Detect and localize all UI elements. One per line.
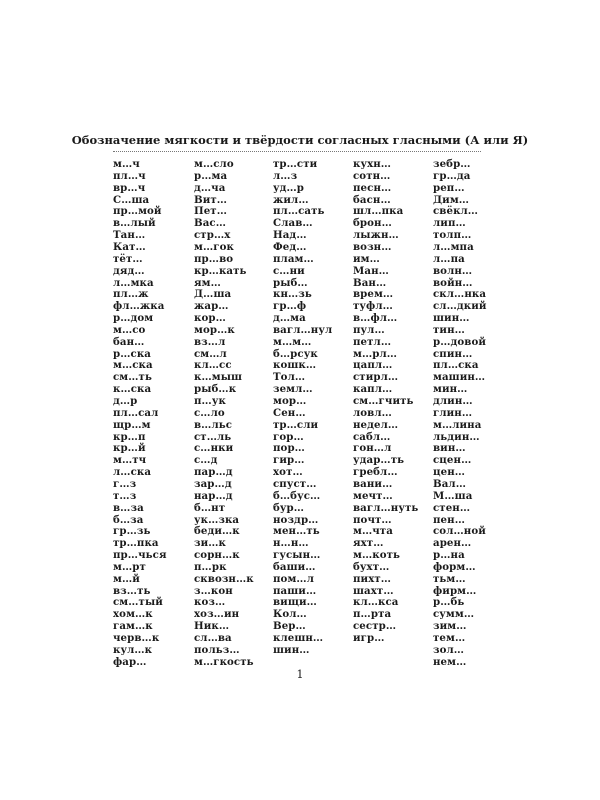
word-item: зол…: [433, 643, 465, 656]
word-item: рыб…: [273, 276, 308, 289]
word-item: м…тч: [113, 454, 147, 467]
word-item: г…з: [113, 477, 137, 490]
word-item: Над…: [273, 229, 307, 242]
word-item: яхт…: [353, 537, 384, 550]
word-item: р…ска: [113, 347, 151, 360]
word-item: пл…ска: [433, 359, 479, 372]
word-item: сол…ной: [433, 525, 486, 538]
word-item: пом…л: [273, 572, 314, 585]
word-item: пул…: [353, 323, 385, 336]
word-item: к…мыш: [194, 371, 243, 384]
word-item: см…л: [194, 347, 227, 360]
word-item: гр…зь: [113, 525, 151, 538]
word-item: волн…: [433, 264, 473, 277]
word-item: т…з: [113, 489, 137, 502]
word-item: Вал…: [433, 477, 466, 490]
word-item: удар…ть: [353, 454, 405, 467]
word-item: жар…: [194, 300, 229, 313]
word-item: Ник…: [194, 620, 230, 633]
word-item: бан…: [113, 335, 145, 348]
word-item: шл…пка: [353, 205, 404, 218]
word-item: стен…: [433, 501, 471, 514]
word-item: тр…сти: [273, 158, 318, 170]
word-item: н…н…: [273, 537, 309, 550]
word-item: см…гчить: [353, 395, 414, 407]
word-item: сл…дкий: [433, 300, 487, 313]
word-item: игр…: [353, 632, 385, 644]
word-item: возн…: [353, 240, 392, 253]
word-item: ст…ль: [194, 430, 232, 443]
word-item: туфл…: [353, 300, 393, 313]
word-item: хом…к: [113, 608, 153, 621]
word-item: коз…: [194, 596, 226, 609]
word-item: сцен…: [433, 454, 472, 467]
word-item: вр…ч: [113, 181, 146, 194]
word-item: м…сло: [194, 158, 234, 170]
word-item: черв…к: [113, 632, 160, 644]
word-item: гребл…: [353, 466, 398, 479]
word-item: л…ска: [113, 466, 152, 479]
word-item: гусын…: [273, 549, 321, 562]
word-item: клешн…: [273, 632, 324, 644]
word-item: вин…: [433, 442, 466, 455]
word-item: зебр…: [433, 158, 471, 170]
word-item: вищи…: [273, 596, 317, 609]
word-item: пар…д: [194, 466, 233, 479]
word-item: кл…кса: [353, 596, 399, 609]
word-item: л…мка: [113, 276, 154, 289]
word-item: м…коть: [353, 549, 401, 562]
word-item: к…ска: [113, 383, 152, 396]
word-item: шин…: [273, 643, 310, 656]
word-item: мор…: [273, 395, 307, 407]
word-item: уд…р: [273, 181, 305, 194]
word-item: мин…: [433, 383, 468, 396]
word-item: м…гок: [194, 240, 234, 253]
word-item: з…кон: [194, 584, 233, 597]
word-item: м…лина: [433, 418, 482, 431]
word-item: с…нки: [194, 442, 234, 455]
word-item: м…ч: [113, 158, 140, 170]
word-item: Вит…: [194, 193, 228, 206]
word-item: фар…: [113, 655, 147, 668]
word-item: фирм…: [433, 584, 477, 597]
word-item: Кол…: [273, 608, 307, 621]
word-item: кор…: [194, 312, 226, 325]
word-item: фл…жка: [113, 300, 165, 313]
word-item: Ван…: [353, 276, 387, 289]
word-item: сотн…: [353, 169, 391, 182]
word-item: л…па: [433, 252, 465, 265]
word-item: брон…: [353, 217, 392, 230]
word-item: р…на: [433, 549, 465, 562]
word-item: тин…: [433, 323, 465, 336]
word-item: м…чта: [353, 525, 393, 538]
word-item: шахт…: [353, 584, 394, 597]
word-item: Тан…: [113, 229, 146, 242]
word-item: м…рт: [113, 560, 146, 573]
word-item: д…ма: [273, 312, 306, 325]
word-item: д…р: [113, 395, 138, 407]
word-item: кн…зь: [273, 288, 312, 301]
word-item: пл…ж: [113, 288, 149, 301]
word-item: Тол…: [273, 371, 306, 384]
word-item: м…со: [113, 323, 146, 336]
word-item: С…ша: [113, 193, 150, 206]
word-item: б…бус…: [273, 489, 321, 502]
word-item: арен…: [433, 537, 472, 550]
word-item: ям…: [194, 276, 221, 289]
word-item: б…нт: [194, 501, 226, 514]
word-item: р…ма: [194, 169, 228, 182]
word-item: тёт…: [113, 252, 143, 265]
word-item: сквозн…к: [194, 572, 254, 585]
word-item: скл…нка: [433, 288, 487, 301]
title-divider: [113, 151, 481, 152]
word-item: кошк…: [273, 359, 317, 372]
word-item: стр…х: [194, 229, 231, 242]
word-item: щр…м: [113, 418, 151, 431]
word-item: п…ук: [194, 395, 226, 407]
word-item: льдин…: [433, 430, 480, 443]
word-item: м…м…: [273, 335, 312, 348]
word-item: гам…к: [113, 620, 153, 633]
word-item: петл…: [353, 335, 392, 348]
word-item: хоз…ин: [194, 608, 240, 621]
word-item: сорн…к: [194, 549, 240, 562]
word-item: пор…: [273, 442, 305, 455]
word-item: м…й: [113, 572, 140, 585]
word-item: Кат…: [113, 240, 146, 253]
word-item: пен…: [433, 513, 465, 526]
word-item: м…гкость: [194, 655, 254, 668]
word-item: вз…л: [194, 335, 226, 348]
word-item: рыб…к: [194, 383, 237, 396]
word-item: п…рта: [353, 608, 392, 621]
word-item: глин…: [433, 406, 473, 419]
word-item: почт…: [353, 513, 392, 526]
word-item: плам…: [273, 252, 314, 265]
word-item: пл…сал: [113, 406, 159, 419]
word-item: баши…: [273, 560, 316, 573]
word-item: машин…: [433, 371, 486, 384]
word-item: пр…чься: [113, 549, 167, 562]
word-item: в…лый: [113, 217, 156, 230]
word-item: врем…: [353, 288, 394, 301]
word-item: р…довой: [433, 335, 487, 348]
word-item: Вас…: [194, 217, 227, 230]
word-item: гон…л: [353, 442, 392, 455]
word-item: беди…к: [194, 525, 240, 538]
word-item: войн…: [433, 276, 473, 289]
word-item: л…з: [273, 169, 298, 182]
word-item: в…фл…: [353, 312, 398, 325]
word-item: мен…ть: [273, 525, 320, 538]
word-item: лыжн…: [353, 229, 399, 242]
word-item: ловл…: [353, 406, 392, 419]
word-item: сумм…: [433, 608, 475, 621]
word-item: земл…: [273, 383, 313, 396]
word-item: пл…ч: [113, 169, 146, 182]
word-item: дяд…: [113, 264, 145, 277]
word-item: пихт…: [353, 572, 392, 585]
word-item: мор…к: [194, 323, 235, 336]
word-item: сабл…: [353, 430, 391, 443]
word-item: стирл…: [353, 371, 399, 384]
word-item: ноздр…: [273, 513, 319, 526]
word-item: Дим…: [433, 193, 470, 206]
word-item: нар…д: [194, 489, 233, 502]
word-item: Слав…: [273, 217, 313, 230]
word-item: кл…сс: [194, 359, 232, 372]
word-item: сл…ва: [194, 632, 232, 644]
word-item: длин…: [433, 395, 473, 407]
word-item: хот…: [273, 466, 303, 479]
word-item: ук…зка: [194, 513, 240, 526]
word-item: гр…ф: [273, 300, 307, 313]
word-item: м…рл…: [353, 347, 398, 360]
word-item: басн…: [353, 193, 391, 206]
word-item: зим…: [433, 620, 467, 633]
word-item: р…бь: [433, 596, 465, 609]
word-item: свёкл…: [433, 205, 479, 218]
word-item: цен…: [433, 466, 466, 479]
word-item: с…д: [194, 454, 218, 467]
word-item: п…рк: [194, 560, 227, 573]
word-item: польз…: [194, 643, 240, 656]
word-item: д…ча: [194, 181, 226, 194]
word-item: недел…: [353, 418, 399, 431]
word-item: реп…: [433, 181, 465, 194]
word-item: б…рсук: [273, 347, 318, 360]
word-item: в…льс: [194, 418, 233, 431]
word-item: л…мпа: [433, 240, 474, 253]
word-item: паши…: [273, 584, 317, 597]
word-item: б…за: [113, 513, 144, 526]
word-item: см…ть: [113, 371, 152, 384]
word-item: форм…: [433, 560, 476, 573]
word-item: зи…к: [194, 537, 227, 550]
word-item: кр…й: [113, 442, 146, 455]
word-item: Вер…: [273, 620, 306, 633]
word-item: жил…: [273, 193, 309, 206]
word-item: песн…: [353, 181, 392, 194]
word-item: кр…п: [113, 430, 146, 443]
word-item: лип…: [433, 217, 466, 230]
word-item: пр…мой: [113, 205, 162, 218]
word-item: пл…сать: [273, 205, 325, 218]
word-item: сестр…: [353, 620, 397, 633]
word-item: см…тый: [113, 596, 163, 609]
word-item: Ман…: [353, 264, 389, 277]
word-item: с…ни: [273, 264, 305, 277]
word-item: М…ша: [433, 489, 473, 502]
word-item: бухт…: [353, 560, 390, 573]
word-item: кул…к: [113, 643, 153, 656]
word-item: тр…пка: [113, 537, 159, 550]
word-item: вагл…нул: [273, 323, 333, 336]
word-item: вз…ть: [113, 584, 151, 597]
word-item: Пет…: [194, 205, 228, 218]
word-item: с…ло: [194, 406, 225, 419]
word-item: спуст…: [273, 477, 317, 490]
word-item: капл…: [353, 383, 393, 396]
word-item: гр…да: [433, 169, 471, 182]
word-item: гор…: [273, 430, 304, 443]
word-item: зар…д: [194, 477, 232, 490]
word-item: вани…: [353, 477, 393, 490]
word-item: гир…: [273, 454, 305, 467]
word-item: нем…: [433, 655, 467, 668]
word-item: Фед…: [273, 240, 307, 253]
word-item: толп…: [433, 229, 472, 242]
word-item: им…: [353, 252, 380, 265]
word-item: Д…ша: [194, 288, 232, 301]
word-item: м…ска: [113, 359, 153, 372]
word-item: тем…: [433, 632, 466, 644]
word-item: тьм…: [433, 572, 466, 585]
word-item: бур…: [273, 501, 305, 514]
page-number: 1: [296, 668, 304, 681]
word-item: цапл…: [353, 359, 393, 372]
word-item: р…дом: [113, 312, 154, 325]
word-item: спин…: [433, 347, 473, 360]
page-title: Обозначение мягкости и твёрдости согласных гласными (А или Я): [71, 133, 529, 147]
word-item: Сен…: [273, 406, 306, 419]
word-item: пр…во: [194, 252, 234, 265]
word-item: кр…кать: [194, 264, 247, 277]
word-item: шин…: [433, 312, 470, 325]
word-item: тр…сли: [273, 418, 319, 431]
word-item: кухн…: [353, 158, 392, 170]
word-item: вагл…нуть: [353, 501, 419, 514]
word-item: мечт…: [353, 489, 393, 502]
word-item: в…за: [113, 501, 144, 514]
